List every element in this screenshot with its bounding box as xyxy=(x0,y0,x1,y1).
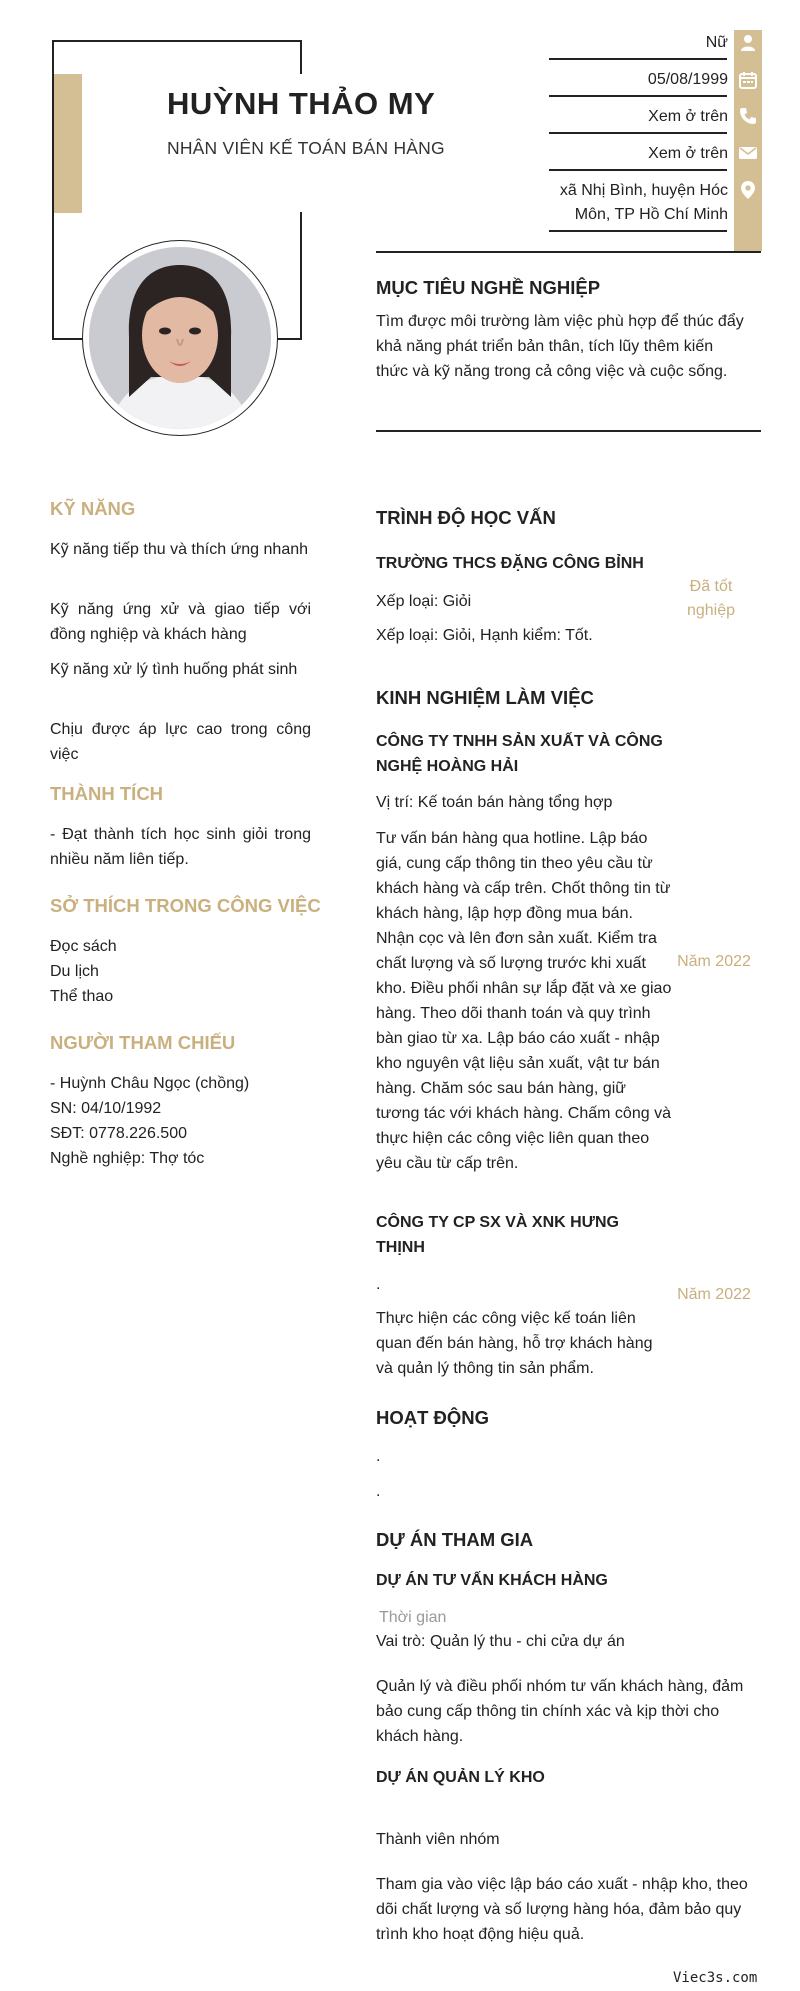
skill-item: Kỹ năng tiếp thu và thích ứng nhanh xyxy=(50,541,309,558)
mail-icon xyxy=(738,143,758,163)
location-icon xyxy=(738,180,758,200)
activity-line: . xyxy=(376,1483,381,1500)
skills-title: KỸ NĂNG xyxy=(50,498,136,519)
candidate-name: HUỲNH THẢO MY xyxy=(167,86,436,121)
reference-line: SĐT: 0778.226.500 xyxy=(50,1125,187,1142)
contact-icon-strip xyxy=(734,30,762,251)
header-frame-top xyxy=(52,40,302,42)
objective-text: Tìm được môi trường làm việc phù hợp để thúc đẩy khả năng phát triển bản thân, tích lũy thêm kiến thức và kỹ năng trong cả công việc và cuộc sống. xyxy=(376,313,744,380)
project-role: Vai trò: Quản lý thu - chi cửa dự án xyxy=(376,1633,625,1650)
activity-line: . xyxy=(376,1448,381,1465)
hobbies-title: SỞ THÍCH TRONG CÔNG VIỆC xyxy=(50,895,321,916)
education-school: TRƯỜNG THCS ĐẶNG CÔNG BỈNH xyxy=(376,555,644,572)
objective-title: MỤC TIÊU NGHỀ NGHIỆP xyxy=(376,277,601,298)
hobby-item: Du lịch xyxy=(50,963,99,980)
reference-line: SN: 04/10/1992 xyxy=(50,1100,162,1117)
experience-company: CÔNG TY CP SX VÀ XNK HƯNG THỊNH xyxy=(376,1214,619,1256)
header-accent-bar xyxy=(54,74,82,213)
contact-divider xyxy=(549,169,727,171)
header-frame-right-bottom xyxy=(300,212,302,340)
avatar xyxy=(89,247,271,429)
skill-item: Kỹ năng xử lý tình huống phát sinh xyxy=(50,661,298,678)
experience-year: Năm 2022 xyxy=(677,1286,751,1303)
education-line: Xếp loại: Giỏi, Hạnh kiểm: Tốt. xyxy=(376,627,593,644)
contact-phone: Xem ở trên xyxy=(648,108,728,125)
project-name: DỰ ÁN TƯ VẤN KHÁCH HÀNG xyxy=(376,1572,608,1589)
contact-birthdate: 05/08/1999 xyxy=(647,71,728,88)
project-role: Thành viên nhóm xyxy=(376,1831,500,1848)
phone-icon xyxy=(738,106,758,126)
experience-position: Vị trí: Kế toán bán hàng tổng hợp xyxy=(376,794,613,811)
contact-email: Xem ở trên xyxy=(648,145,728,162)
contact-gender: Nữ xyxy=(705,34,728,51)
contact-divider xyxy=(549,132,727,134)
contact-address-line2: Môn, TP Hồ Chí Minh xyxy=(574,206,728,223)
contact-address-line1: xã Nhị Bình, huyện Hóc xyxy=(559,182,728,199)
header-frame-right-top xyxy=(300,40,302,74)
achievements-text: - Đạt thành tích học sinh giỏi trong nhiều năm liên tiếp. xyxy=(50,826,311,868)
contact-divider xyxy=(549,95,727,97)
experience-year: Năm 2022 xyxy=(677,953,751,970)
experience-company: CÔNG TY TNHH SẢN XUẤT VÀ CÔNG NGHỆ HOÀNG HẢI xyxy=(376,733,663,775)
references-title: NGƯỜI THAM CHIẾU xyxy=(50,1032,236,1053)
person-icon xyxy=(738,33,758,53)
hobby-item: Thể thao xyxy=(50,988,114,1005)
candidate-job-title: NHÂN VIÊN KẾ TOÁN BÁN HÀNG xyxy=(167,138,445,158)
achievements-title: THÀNH TÍCH xyxy=(50,783,164,804)
skill-item: Kỹ năng ứng xử và giao tiếp với đồng nghiệp và khách hàng xyxy=(50,601,311,643)
contact-divider xyxy=(549,230,727,232)
project-description: Quản lý và điều phối nhóm tư vấn khách hàng, đảm bảo cung cấp thông tin chính xác và kịp thời cho khách hàng. xyxy=(376,1678,744,1745)
activities-title: HOẠT ĐỘNG xyxy=(376,1407,490,1428)
hobby-item: Đọc sách xyxy=(50,938,117,955)
education-line: Xếp loại: Giỏi xyxy=(376,593,472,610)
project-description: Tham gia vào việc lập báo cáo xuất - nhập kho, theo dõi chất lượng và số lượng hàng hóa, đảm bảo quy trình kho hoạt động hiệu quả. xyxy=(376,1876,748,1943)
education-status: Đã tốt nghiệp xyxy=(686,578,736,619)
education-title: TRÌNH ĐỘ HỌC VẤN xyxy=(376,507,556,528)
experience-description: Thực hiện các công việc kế toán liên quan đến bán hàng, hỗ trợ khách hàng và quản lý thông tin sản phẩm. xyxy=(376,1310,653,1377)
objective-top-divider xyxy=(376,251,761,253)
experience-title: KINH NGHIỆM LÀM VIỆC xyxy=(376,687,594,708)
calendar-icon xyxy=(738,70,758,90)
skill-item: Chịu được áp lực cao trong công việc xyxy=(50,721,311,763)
contact-divider xyxy=(549,58,727,60)
avatar-portrait-illustration xyxy=(89,247,271,429)
site-watermark: Viec3s.com xyxy=(673,1970,758,1986)
experience-description: Tư vấn bán hàng qua hotline. Lập báo giá, cung cấp thông tin theo yêu cầu từ khách hàng và cấp trên. Chốt thông tin từ khách hàng, lập hợp đồng mua bán. Nhận cọc và lên đơn sản xuất. Kiểm tra chất lượng và số lượng trước khi xuất kho. Điều phối nhân sự lắp đặt và xe giao hàng. Theo dõi thanh toán và quy trình bàn giao từ xa. Lập báo cáo xuất - nhập kho nguyên vật liệu sản xuất, vật tư bán hàng. Chăm sóc sau bán hàng, giữ tương tác với khách hàng. Chấm công và thực hiện các công việc liên quan theo yêu cầu từ cấp trên. xyxy=(376,830,672,1172)
objective-bottom-divider xyxy=(376,430,761,432)
experience-position: . xyxy=(376,1276,381,1293)
reference-line: - Huỳnh Châu Ngọc (chồng) xyxy=(50,1075,250,1092)
project-time: Thời gian xyxy=(379,1609,447,1626)
projects-title: DỰ ÁN THAM GIA xyxy=(376,1529,534,1550)
project-name: DỰ ÁN QUẢN LÝ KHO xyxy=(376,1769,545,1786)
reference-line: Nghề nghiệp: Thợ tóc xyxy=(50,1150,205,1167)
